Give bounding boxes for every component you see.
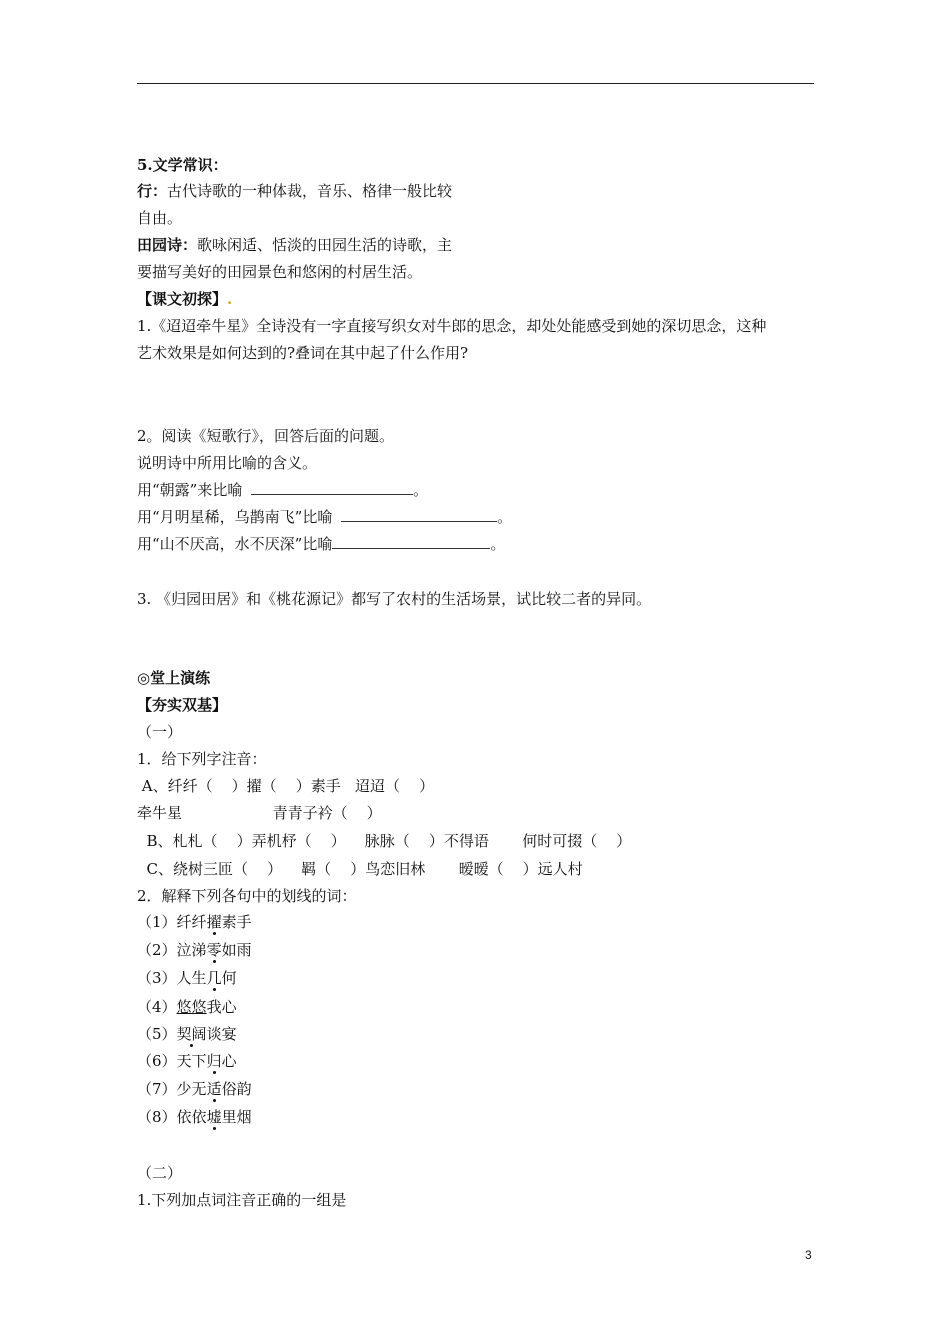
xing-definition — [137, 181, 452, 201]
practice-heading: ◎堂上演练 — [137, 669, 211, 687]
tianyuan-def-1: 歌咏闲适、恬淡的田园生活的诗歌，主 — [197, 236, 453, 254]
tianyuan-def-2: 要描写美好的田园景色和悠闲的村居生活。 — [137, 263, 423, 281]
answer-blank-3[interactable] — [332, 534, 490, 549]
basics-heading: 【夯实双基】 — [137, 696, 228, 714]
exercise-b1-title: 1.下列加点词注音正确的一组是 — [137, 1191, 347, 1209]
question-1-line-1: 1.《迢迢牵牛星》全诗没有一字直接写织女对牛郎的思念，却处处能感受到她的深切思念，这种 — [137, 317, 767, 335]
page-number: 3 — [805, 1248, 812, 1262]
exercise-1-title: 1．给下列字注音： — [137, 750, 267, 768]
question-1-line-2b: 用? — [445, 344, 469, 362]
question-3: 3. 《归园田居》和《桃花源记》都写了农村的生活场景，试比较二者的异同。 — [137, 590, 652, 608]
underlined-word: 悠悠 — [176, 998, 207, 1016]
q2-item2-period: 。 — [497, 508, 513, 526]
answer-blank-2[interactable] — [341, 507, 497, 522]
item-post: 俗韵 — [221, 1080, 252, 1098]
item-number: （7） — [137, 1080, 177, 1098]
exercise-1-row-c: C、绕树三匝（ ） 羁（ ）鸟恋旧林 暧暧（ ）远人村 — [137, 860, 583, 878]
exercise-2-item — [137, 968, 237, 988]
tianyuan-definition — [137, 235, 452, 255]
explore-heading-text: 【课文初探】 — [137, 290, 228, 308]
part-2-label: （二） — [137, 1164, 183, 1182]
marked-word: 擢 — [206, 913, 222, 931]
question-2-item-2 — [137, 507, 512, 527]
exercise-2-item — [137, 1079, 252, 1099]
xing-def-2: 自由。 — [137, 209, 183, 227]
marked-word: 墟 — [206, 1108, 222, 1126]
q2-item3-label: 用“山不厌高，水不厌深”比喻 — [137, 535, 333, 553]
marked-word: 归 — [206, 1052, 222, 1070]
exercise-2-item — [137, 1051, 237, 1071]
exercise-2-item — [137, 1024, 237, 1044]
item-number: （2） — [137, 941, 177, 959]
item-number: （1） — [137, 913, 177, 931]
exercise-1-row-b: B、札札（ ）弄机杼（ ） 脉脉（ ）不得语 何时可掇（ ） — [137, 832, 632, 850]
q2-item2-label: 用“月明星稀，乌鹊南飞”比喻 — [137, 508, 333, 526]
answer-blank-1[interactable] — [251, 480, 413, 495]
q2-item1-label: 用“朝露”来比喻 — [137, 481, 243, 499]
question-1-line-2 — [137, 343, 468, 363]
item-number: （4） — [137, 998, 177, 1016]
exercise-2-title: 2．解释下列各句中的划线的词： — [137, 887, 357, 905]
question-2-item-1 — [137, 480, 428, 500]
item-pre: 依依 — [176, 1108, 207, 1126]
item-number: （3） — [137, 969, 177, 987]
item-pre: 泣涕 — [176, 941, 207, 959]
item-post: 心 — [221, 1052, 237, 1070]
marked-word: 契阔 — [176, 1025, 207, 1043]
part-1-label: （一） — [137, 723, 183, 741]
exercise-1-row-a: A、纤纤（ ）擢（ ）素手 迢迢（ ） — [137, 777, 435, 795]
header-rule — [137, 83, 814, 84]
exercise-1-row-a2: 牵牛星 青青子衿（ ） — [137, 804, 382, 822]
question-2-item-3 — [137, 534, 505, 554]
q2-item1-period: 。 — [413, 481, 429, 499]
explore-heading — [137, 289, 232, 309]
xing-def-1: 古代诗歌的一种体裁，音乐、格律一般比较 — [167, 182, 453, 200]
exercise-2-item — [137, 997, 237, 1017]
tianyuan-term: 田园诗： — [137, 236, 198, 254]
item-post: 我心 — [206, 998, 237, 1016]
item-post: 何 — [221, 969, 237, 987]
item-post: 谈宴 — [206, 1025, 237, 1043]
explore-heading-dot: . — [227, 290, 233, 308]
question-1-line-2a: 艺术效果是如何达到的?叠词在其中起了什么作 — [137, 344, 446, 362]
item-post: 如雨 — [221, 941, 252, 959]
item-pre: 人生 — [176, 969, 207, 987]
question-2-instruction: 说明诗中所用比喻的含义。 — [137, 454, 318, 472]
exercise-2-item — [137, 912, 252, 932]
item-number: （8） — [137, 1108, 177, 1126]
lit-title: 5.文学常识： — [137, 156, 228, 174]
item-post: 素手 — [221, 913, 252, 931]
item-number: （5） — [137, 1025, 177, 1043]
item-pre: 少无 — [176, 1080, 207, 1098]
q2-item3-period: 。 — [490, 535, 506, 553]
exercise-2-item — [137, 1107, 252, 1127]
exercise-2-item — [137, 940, 252, 960]
marked-word: 零 — [206, 941, 222, 959]
item-pre: 纤纤 — [176, 913, 207, 931]
marked-word: 适 — [206, 1080, 222, 1098]
xing-term: 行： — [137, 182, 168, 200]
item-post: 里烟 — [221, 1108, 252, 1126]
item-pre: 天下 — [176, 1052, 207, 1070]
question-2-intro: 2。阅读《短歌行》，回答后面的问题。 — [137, 427, 395, 445]
item-number: （6） — [137, 1052, 177, 1070]
marked-word: 几 — [206, 969, 222, 987]
